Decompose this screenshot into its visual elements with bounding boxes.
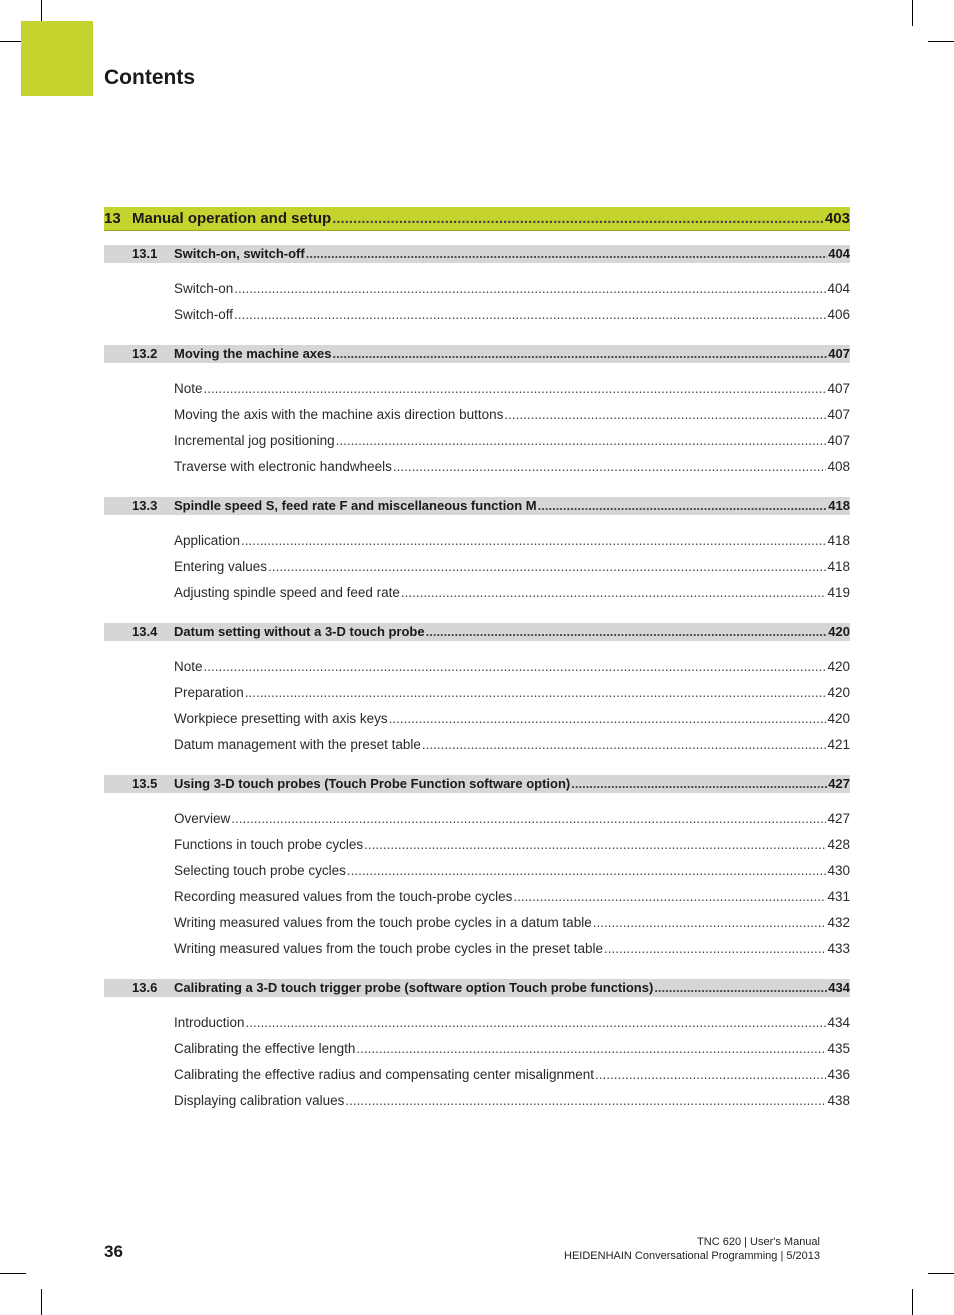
entry-title: Note: [174, 381, 203, 396]
entry-title: Recording measured values from the touch-probe cycles: [174, 889, 513, 904]
entry-list: [104, 1013, 850, 1117]
entry-title: Traverse with electronic handwheels: [174, 459, 392, 474]
leader-dots: [504, 405, 826, 425]
entry-list: [104, 379, 850, 483]
toc-entry[interactable]: [174, 583, 850, 609]
toc-entry[interactable]: [174, 457, 850, 483]
section-heading[interactable]: [104, 775, 850, 793]
leader-dots: [595, 1065, 826, 1085]
section-number: 13.3: [132, 498, 158, 513]
crop-mark: [928, 41, 954, 42]
entry-title: Overview: [174, 811, 231, 826]
entry-page: 420: [827, 659, 850, 674]
entry-page: 418: [827, 533, 850, 548]
entry-list: [104, 809, 850, 965]
leader-dots: [654, 979, 827, 997]
entry-page: 404: [827, 281, 850, 296]
toc-entry[interactable]: [174, 939, 850, 965]
section-heading[interactable]: [104, 497, 850, 515]
toc-entry[interactable]: [174, 405, 850, 431]
entry-page: 407: [827, 381, 850, 396]
entry-page: 436: [827, 1067, 850, 1082]
leader-dots: [245, 683, 827, 703]
chapter-marker: [21, 21, 93, 96]
entry-title: Displaying calibration values: [174, 1093, 345, 1108]
leader-dots: [306, 245, 828, 263]
entry-title: Switch-off: [174, 307, 234, 322]
entry-page: 420: [827, 685, 850, 700]
leader-dots: [246, 1013, 827, 1033]
toc-entry[interactable]: [174, 1065, 850, 1091]
leader-dots: [241, 531, 826, 551]
leader-dots: [332, 207, 824, 230]
entry-page: 418: [827, 559, 850, 574]
entry-title: Entering values: [174, 559, 268, 574]
leader-dots: [204, 657, 827, 677]
entry-title: Moving the axis with the machine axis direction buttons: [174, 407, 504, 422]
footer-line1: TNC 620 | User's Manual: [697, 1236, 820, 1248]
toc-entry[interactable]: [174, 305, 850, 331]
crop-mark: [912, 1289, 913, 1315]
leader-dots: [345, 1091, 826, 1111]
entry-page: 431: [827, 889, 850, 904]
crop-mark: [0, 1273, 26, 1274]
toc-entry[interactable]: [174, 735, 850, 761]
toc-entry[interactable]: [174, 709, 850, 735]
section-page: 427: [828, 776, 850, 791]
crop-mark: [41, 1289, 42, 1315]
leader-dots: [364, 835, 826, 855]
entry-page: 435: [827, 1041, 850, 1056]
entry-list: [104, 531, 850, 609]
entry-title: Functions in touch probe cycles: [174, 837, 364, 852]
leader-dots: [347, 861, 827, 881]
section-heading[interactable]: [104, 979, 850, 997]
footer-line2: HEIDENHAIN Conversational Programming | 5/2013: [564, 1250, 820, 1262]
leader-dots: [422, 735, 827, 755]
leader-dots: [426, 623, 828, 641]
section-title: Using 3-D touch probes (Touch Probe Function software option): [174, 776, 571, 791]
section-number: 13.6: [132, 980, 158, 995]
toc-entry[interactable]: [174, 1091, 850, 1117]
entry-page: 428: [827, 837, 850, 852]
section-page: 434: [828, 980, 850, 995]
section-number: 13.5: [132, 776, 158, 791]
crop-mark: [912, 0, 913, 26]
section-page: 404: [828, 246, 850, 261]
entry-title: Preparation: [174, 685, 244, 700]
section-title: Moving the machine axes: [174, 346, 332, 361]
entry-list: [104, 279, 850, 331]
entry-page: 430: [827, 863, 850, 878]
entry-title: Incremental jog positioning: [174, 433, 335, 448]
entry-title: Calibrating the effective length: [174, 1041, 356, 1056]
section-title: Switch-on, switch-off: [174, 246, 305, 261]
leader-dots: [571, 775, 827, 793]
leader-dots: [604, 939, 827, 959]
entry-title: Application: [174, 533, 241, 548]
section-page: 420: [828, 624, 850, 639]
leader-dots: [393, 457, 827, 477]
table-of-contents: [104, 207, 850, 1117]
leader-dots: [333, 345, 828, 363]
toc-entry[interactable]: [174, 887, 850, 913]
toc-entry[interactable]: [174, 431, 850, 457]
leader-dots: [538, 497, 828, 515]
entry-page: 406: [827, 307, 850, 322]
toc-entry[interactable]: [174, 531, 850, 557]
section-title: Calibrating a 3-D touch trigger probe (software option Touch probe functions): [174, 980, 654, 995]
entry-title: Writing measured values from the touch probe cycles in a datum table: [174, 915, 592, 930]
leader-dots: [389, 709, 827, 729]
chapter-page: 403: [824, 210, 850, 227]
entry-page: 427: [827, 811, 850, 826]
leader-dots: [513, 887, 826, 907]
chapter-title: Manual operation and setup: [132, 210, 332, 227]
entry-page: 433: [827, 941, 850, 956]
entry-title: Switch-on: [174, 281, 234, 296]
leader-dots: [234, 279, 826, 299]
toc-entry[interactable]: [174, 913, 850, 939]
entry-page: 438: [827, 1093, 850, 1108]
section-title: Datum setting without a 3-D touch probe: [174, 624, 425, 639]
leader-dots: [336, 431, 827, 451]
section-number: 13.1: [132, 246, 158, 261]
section-heading[interactable]: [104, 623, 850, 641]
toc-entry[interactable]: [174, 809, 850, 835]
entry-page: 420: [827, 711, 850, 726]
toc-entry[interactable]: [174, 1013, 850, 1039]
leader-dots: [268, 557, 826, 577]
toc-entry[interactable]: [174, 379, 850, 405]
sections-list: [104, 245, 850, 1117]
toc-entry[interactable]: [174, 657, 850, 683]
page-number: 36: [104, 1242, 123, 1261]
section-heading[interactable]: [104, 245, 850, 263]
section-heading[interactable]: [104, 345, 850, 363]
chapter-number: 13: [104, 210, 121, 227]
entry-title: Selecting touch probe cycles: [174, 863, 346, 878]
entry-page: 408: [827, 459, 850, 474]
toc-entry[interactable]: [174, 1039, 850, 1065]
toc-entry[interactable]: [174, 557, 850, 583]
leader-dots: [593, 913, 827, 933]
entry-title: Datum management with the preset table: [174, 737, 421, 752]
leader-dots: [401, 583, 827, 603]
toc-entry[interactable]: [174, 861, 850, 887]
entry-page: 434: [827, 1015, 850, 1030]
toc-entry[interactable]: [174, 279, 850, 305]
toc-entry[interactable]: [174, 683, 850, 709]
leader-dots: [204, 379, 827, 399]
toc-entry[interactable]: [174, 835, 850, 861]
entry-title: Writing measured values from the touch probe cycles in the preset table: [174, 941, 603, 956]
section-number: 13.2: [132, 346, 158, 361]
entry-title: Workpiece presetting with axis keys: [174, 711, 388, 726]
section-number: 13.4: [132, 624, 158, 639]
crop-mark: [928, 1273, 954, 1274]
entry-title: Calibrating the effective radius and compensating center misalignment: [174, 1067, 594, 1082]
entry-page: 407: [827, 433, 850, 448]
footer-info: [564, 1235, 820, 1263]
leader-dots: [231, 809, 826, 829]
entry-page: 432: [827, 915, 850, 930]
entry-page: 419: [827, 585, 850, 600]
entry-page: 421: [827, 737, 850, 752]
leader-dots: [234, 305, 826, 325]
section-page: 418: [828, 498, 850, 513]
entry-list: [104, 657, 850, 761]
section-page: 407: [828, 346, 850, 361]
entry-title: Adjusting spindle speed and feed rate: [174, 585, 400, 600]
entry-title: Note: [174, 659, 203, 674]
section-title: Spindle speed S, feed rate F and miscellaneous function M: [174, 498, 537, 513]
page-title: Contents: [104, 66, 195, 89]
entry-title: Introduction: [174, 1015, 245, 1030]
chapter-heading[interactable]: [104, 207, 850, 231]
leader-dots: [356, 1039, 826, 1059]
entry-page: 407: [827, 407, 850, 422]
